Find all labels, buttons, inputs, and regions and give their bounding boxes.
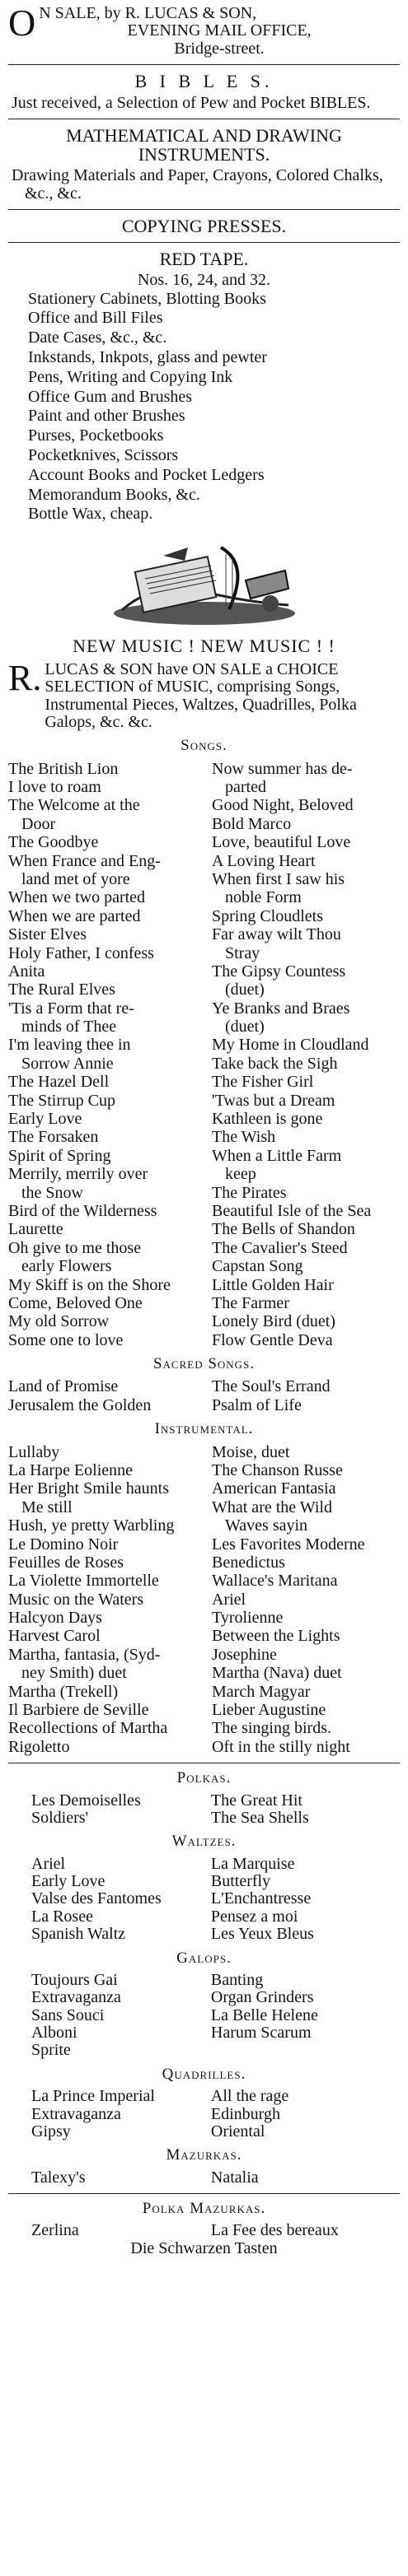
presses-title: COPYING PRESSES. bbox=[121, 216, 287, 237]
galop-title-row bbox=[8, 1989, 400, 2006]
stationery-item: Office and Bill Files bbox=[28, 309, 163, 328]
divider bbox=[8, 64, 400, 65]
songs-left-column bbox=[8, 760, 196, 1350]
stationery-item: Purses, Pocketbooks bbox=[28, 426, 164, 445]
instrumental-title-item: Her Bright Smile haunts bbox=[8, 1479, 169, 1498]
dropcap-o: O bbox=[8, 2, 36, 44]
sacred-left-column bbox=[8, 1377, 196, 1414]
divider bbox=[8, 242, 400, 243]
instrumental-title-item: American Fantasia bbox=[212, 1479, 336, 1498]
waltz-title: Ariel bbox=[31, 1854, 66, 1873]
header-line-3: Bridge-street. bbox=[174, 39, 265, 58]
divider bbox=[8, 209, 400, 210]
stationery-item: Account Books and Pocket Ledgers bbox=[28, 465, 265, 484]
stationery-item: Inkstands, Inkpots, glass and pewter bbox=[28, 348, 267, 367]
quadrille-title-row bbox=[8, 2088, 400, 2105]
instrumental-left-column bbox=[8, 1443, 196, 1757]
galops-list bbox=[8, 1972, 400, 2060]
waltz-title-row bbox=[8, 1873, 400, 1890]
song-title: Early Love bbox=[8, 1110, 82, 1129]
song-title: Sorrow Annie bbox=[21, 1054, 114, 1073]
quadrille-title: Gipsy bbox=[31, 2122, 71, 2140]
instrumental-title-item: Martha, fantasia, (Syd- bbox=[8, 1645, 161, 1664]
waltz-title: Early Love bbox=[31, 1872, 106, 1891]
song-title: Flow Gentle Deva bbox=[212, 1330, 333, 1349]
header-line-1: N SALE, by R. LUCAS & SON, bbox=[39, 4, 257, 22]
song-title: The Wish bbox=[212, 1128, 276, 1147]
song-title: Kathleen is gone bbox=[212, 1110, 323, 1129]
instrumental-title-item: March Magyar bbox=[212, 1682, 311, 1701]
song-title: Love, beautiful Love bbox=[212, 833, 351, 852]
song-title: the Snow bbox=[21, 1183, 83, 1202]
quadrilles-list bbox=[8, 2088, 400, 2140]
song-title: Lonely Bird (duet) bbox=[212, 1312, 335, 1331]
bibles-title: B I B L E S. bbox=[134, 71, 274, 92]
mazurkas-list bbox=[8, 2169, 400, 2187]
song-title: The Pirates bbox=[212, 1183, 287, 1202]
divider bbox=[8, 2193, 400, 2194]
sacred-song-title: Land of Promise bbox=[8, 1377, 119, 1396]
instrumental-title-item: Hush, ye pretty Warbling bbox=[8, 1516, 175, 1535]
instrumental-title-item: The Chanson Russe bbox=[212, 1460, 343, 1479]
mazurka-title: Natalia bbox=[210, 2168, 259, 2187]
galop-title: Harum Scarum bbox=[210, 2024, 312, 2043]
mazurka-title: Talexy's bbox=[31, 2168, 86, 2187]
waltz-title: Butterfly bbox=[210, 1872, 271, 1891]
mazurkas-title: Mazurkas. bbox=[166, 2146, 242, 2164]
waltz-title-row bbox=[8, 1908, 400, 1926]
song-title: land met of yore bbox=[21, 869, 130, 888]
instrumental-title-item: Feuilles de Roses bbox=[8, 1553, 124, 1572]
song-title: The Gipsy Countess bbox=[212, 962, 346, 981]
song-title: early Flowers bbox=[21, 1257, 112, 1276]
instrumental-title-item: Waves sayin bbox=[225, 1516, 308, 1535]
galop-title-row bbox=[8, 1972, 400, 1989]
song-title: The Stirrup Cup bbox=[8, 1091, 115, 1110]
instrumental-title-item: The singing birds. bbox=[212, 1719, 331, 1738]
song-title: The Fisher Girl bbox=[212, 1073, 314, 1092]
song-title: Bold Marco bbox=[212, 814, 292, 833]
mazurka-title-row bbox=[8, 2169, 400, 2187]
galop-title bbox=[211, 2042, 377, 2059]
song-title: The British Lion bbox=[8, 759, 119, 778]
song-title: I love to roam bbox=[8, 778, 101, 797]
song-title: Beautiful Isle of the Sea bbox=[212, 1202, 372, 1220]
waltzes-title: Waltzes. bbox=[171, 1833, 237, 1851]
song-title: Sister Elves bbox=[8, 925, 87, 944]
waltz-title: Spanish Waltz bbox=[31, 1925, 126, 1944]
song-title: Far away wilt Thou bbox=[212, 925, 341, 944]
quadrilles-title: Quadrilles. bbox=[162, 2065, 246, 2083]
instruments-text: Drawing Materials and Paper, Crayons, Colored Chalks, &c., &c. bbox=[12, 166, 383, 203]
song-title: When a Little Farm bbox=[212, 1146, 342, 1165]
stationery-item: Date Cases, &c., &c. bbox=[28, 328, 167, 347]
quadrille-title: Extravaganza bbox=[31, 2104, 121, 2123]
sacred-right-column bbox=[212, 1377, 400, 1414]
music-engraving-icon bbox=[8, 531, 400, 630]
instrumental-title-item: Moise, duet bbox=[212, 1442, 290, 1461]
song-title: The Farmer bbox=[212, 1293, 289, 1312]
polka-title-row bbox=[8, 1792, 400, 1810]
song-title: Good Night, Beloved bbox=[212, 796, 354, 815]
instrumental-title-item: Martha (Nava) duet bbox=[212, 1664, 342, 1683]
galop-title-row bbox=[8, 2007, 400, 2024]
quadrille-title: Oriental bbox=[210, 2122, 265, 2140]
instrumental-title-item: Recollections of Martha bbox=[8, 1719, 168, 1738]
song-title: minds of Thee bbox=[21, 1018, 117, 1036]
song-title: 'Tis a Form that re- bbox=[8, 999, 134, 1018]
galop-title: Banting bbox=[210, 1970, 264, 1989]
instrumental-title-item: ney Smith) duet bbox=[21, 1664, 127, 1683]
song-title: When first I saw his bbox=[212, 869, 345, 888]
polka-mazurka-title: La Fee des bereaux bbox=[210, 2221, 339, 2240]
polka-title-row bbox=[8, 1810, 400, 1827]
polka-title: Les Demoiselles bbox=[31, 1791, 141, 1810]
songs-list bbox=[8, 760, 400, 1350]
instrumental-list bbox=[8, 1443, 400, 1757]
song-title: When we are parted bbox=[8, 906, 141, 925]
stationery-item: Pocketknives, Scissors bbox=[28, 446, 179, 465]
instrumental-title-item: La Violette Immortelle bbox=[8, 1572, 159, 1591]
song-title: Holy Father, I confess bbox=[8, 943, 154, 962]
song-title: Little Golden Hair bbox=[212, 1275, 334, 1294]
song-title: A Loving Heart bbox=[212, 851, 316, 870]
waltz-title-row bbox=[8, 1890, 400, 1908]
waltz-title-row bbox=[8, 1856, 400, 1873]
song-title: keep bbox=[225, 1165, 256, 1184]
instrumental-title-item: La Harpe Eolienne bbox=[8, 1460, 134, 1479]
stationery-item: Memorandum Books, &c. bbox=[28, 485, 200, 504]
galop-title-row bbox=[8, 2042, 400, 2059]
songs-right-column bbox=[212, 760, 400, 1350]
song-title: 'Twas but a Dream bbox=[212, 1091, 335, 1110]
instrumental-title-item: Il Barbiere de Seville bbox=[8, 1701, 149, 1720]
song-title: parted bbox=[225, 778, 266, 797]
song-title: My Skiff is on the Shore bbox=[8, 1275, 171, 1294]
song-title: Come, Beloved One bbox=[8, 1293, 143, 1312]
songs-title: Songs. bbox=[181, 737, 227, 755]
instrumental-title: Instrumental. bbox=[154, 1420, 254, 1438]
red-tape-numbers: Nos. 16, 24, and 32. bbox=[137, 271, 271, 290]
galop-title: Extravaganza bbox=[31, 1988, 121, 2007]
galop-title: Toujours Gai bbox=[31, 1970, 118, 1989]
song-title: The Welcome at the bbox=[8, 796, 140, 815]
song-title: I'm leaving thee in bbox=[8, 1036, 131, 1055]
instrumental-title-item: What are the Wild bbox=[212, 1498, 332, 1516]
polka-title: The Sea Shells bbox=[210, 1808, 309, 1827]
song-title: Laurette bbox=[8, 1220, 63, 1239]
quadrille-title: La Prince Imperial bbox=[31, 2087, 155, 2106]
galop-title: Sans Souci bbox=[31, 2005, 105, 2024]
red-tape-title: RED TAPE. bbox=[159, 249, 249, 270]
sacred-song-title: The Soul's Errand bbox=[212, 1377, 331, 1396]
instrumental-title-item: Between the Lights bbox=[212, 1627, 340, 1646]
dropcap-r: R. bbox=[8, 657, 42, 698]
instrumental-title-item: Josephine bbox=[212, 1645, 277, 1664]
instrumental-title-item: Wallace's Maritana bbox=[212, 1572, 338, 1591]
song-title: Anita bbox=[8, 962, 45, 981]
instrumental-title-item: Tyrolienne bbox=[212, 1609, 284, 1628]
instrumental-title-item: Me still bbox=[21, 1498, 73, 1516]
new-music-intro bbox=[8, 657, 400, 732]
instrumental-title-item: Lieber Augustine bbox=[212, 1701, 326, 1720]
song-title: Oh give to me those bbox=[8, 1238, 142, 1257]
song-title: Merrily, merrily over bbox=[8, 1165, 148, 1184]
instrumental-title-item: Rigoletto bbox=[8, 1737, 70, 1756]
song-title: (duet) bbox=[225, 981, 265, 999]
stationery-list bbox=[8, 290, 400, 525]
song-title: Spring Cloudlets bbox=[212, 906, 324, 925]
polka-mazurka-title-row bbox=[8, 2222, 400, 2239]
stationery-item: Bottle Wax, cheap. bbox=[28, 505, 153, 524]
sacred-song-title: Jerusalem the Golden bbox=[8, 1395, 152, 1414]
instrumental-title-item: Music on the Waters bbox=[8, 1590, 144, 1609]
galop-title: Alboni bbox=[31, 2024, 77, 2043]
polkas-title: Polkas. bbox=[176, 1769, 232, 1787]
waltzes-list bbox=[8, 1856, 400, 1944]
song-title: Take back the Sigh bbox=[212, 1054, 338, 1073]
instrumental-title-item: Benedictus bbox=[212, 1553, 285, 1572]
song-title: Bird of the Wilderness bbox=[8, 1202, 157, 1220]
stationery-item: Stationery Cabinets, Blotting Books bbox=[28, 289, 266, 308]
song-title: Capstan Song bbox=[212, 1257, 303, 1276]
instrumental-right-column bbox=[212, 1443, 400, 1757]
waltz-title-row bbox=[8, 1926, 400, 1943]
song-title: The Cavalier's Steed bbox=[212, 1238, 348, 1257]
song-title: When we two parted bbox=[8, 888, 146, 907]
song-title: Stray bbox=[225, 943, 260, 962]
waltz-title: Valse des Fantomes bbox=[31, 1889, 162, 1908]
waltz-title: La Marquise bbox=[210, 1854, 295, 1873]
new-music-intro-text: LUCAS & SON have ON SALE a CHOICE SELECTION of MUSIC, comprising Songs, Instrumental Pieces, Waltzes, Quadrilles, Polka Galops, &c. &c. bbox=[45, 659, 357, 731]
galop-title: Sprite bbox=[31, 2041, 71, 2060]
waltz-title: La Rosee bbox=[31, 1907, 93, 1926]
galops-title: Galops. bbox=[176, 1949, 232, 1967]
song-title: Some one to love bbox=[8, 1330, 124, 1349]
song-title: Now summer has de- bbox=[212, 759, 353, 778]
quadrille-title: Edinburgh bbox=[210, 2104, 280, 2123]
song-title: When France and Eng- bbox=[8, 851, 161, 870]
waltz-title: Pensez a moi bbox=[210, 1907, 298, 1926]
instruments-title-2: INSTRUMENTS. bbox=[138, 144, 270, 165]
song-title: The Hazel Dell bbox=[8, 1073, 110, 1092]
instrumental-title-item: Harvest Carol bbox=[8, 1627, 101, 1646]
new-music-heading: NEW MUSIC ! NEW MUSIC ! ! bbox=[73, 636, 335, 657]
instruments-title-1: MATHEMATICAL AND DRAWING bbox=[66, 125, 342, 147]
sacred-songs-list bbox=[8, 1377, 400, 1414]
polka-mazurka-last: Die Schwarzen Tasten bbox=[130, 2238, 278, 2257]
bibles-text: Just received, a Selection of Pew and Pocket BIBLES. bbox=[12, 93, 371, 112]
quadrille-title-row bbox=[8, 2106, 400, 2123]
polkas-list bbox=[8, 1792, 400, 1828]
song-title: My old Sorrow bbox=[8, 1312, 110, 1331]
song-title: Door bbox=[21, 814, 56, 833]
song-title: The Rural Elves bbox=[8, 981, 115, 999]
polka-title: The Great Hit bbox=[210, 1791, 302, 1810]
instrumental-title-item: Le Domino Noir bbox=[8, 1535, 119, 1554]
song-title: Spirit of Spring bbox=[8, 1146, 111, 1165]
galop-title: Organ Grinders bbox=[210, 1988, 314, 2007]
header bbox=[8, 2, 400, 58]
stationery-item: Pens, Writing and Copying Ink bbox=[28, 367, 233, 386]
stationery-item: Paint and other Brushes bbox=[28, 407, 185, 426]
sacred-song-title: Psalm of Life bbox=[212, 1395, 302, 1414]
song-title: noble Form bbox=[225, 888, 302, 907]
song-title: The Goodbye bbox=[8, 833, 99, 852]
polka-mazurkas-title: Polka Mazurkas. bbox=[142, 2200, 266, 2218]
sacred-songs-title: Sacred Songs. bbox=[152, 1355, 256, 1373]
song-title: The Bells of Shandon bbox=[212, 1220, 355, 1239]
polka-title: Soldiers' bbox=[31, 1808, 89, 1827]
instrumental-title-item: Halcyon Days bbox=[8, 1609, 102, 1628]
song-title: (duet) bbox=[225, 1018, 265, 1036]
waltz-title: Les Yeux Bleus bbox=[210, 1925, 314, 1944]
instrumental-title-item: Oft in the stilly night bbox=[212, 1737, 350, 1756]
instrumental-title-item: Les Favorites Moderne bbox=[212, 1535, 365, 1554]
instrumental-title-item: Ariel bbox=[212, 1590, 246, 1609]
header-line-2: EVENING MAIL OFFICE, bbox=[127, 21, 312, 40]
song-title: Ye Branks and Braes bbox=[212, 999, 350, 1018]
song-title: The Forsaken bbox=[8, 1128, 99, 1147]
stationery-item: Office Gum and Brushes bbox=[28, 387, 193, 406]
quadrille-title-row bbox=[8, 2123, 400, 2140]
instrumental-title-item: Lullaby bbox=[8, 1442, 60, 1461]
galop-title: La Belle Helene bbox=[210, 2005, 318, 2024]
song-title: My Home in Cloudland bbox=[212, 1036, 369, 1055]
quadrille-title: All the rage bbox=[210, 2087, 289, 2106]
galop-title-row bbox=[8, 2024, 400, 2042]
polka-mazurka-title: Zerlina bbox=[31, 2221, 79, 2240]
waltz-title: L'Enchantresse bbox=[210, 1889, 312, 1908]
instrumental-title-item: Martha (Trekell) bbox=[8, 1682, 119, 1701]
polka-mazurkas-list bbox=[8, 2222, 400, 2239]
